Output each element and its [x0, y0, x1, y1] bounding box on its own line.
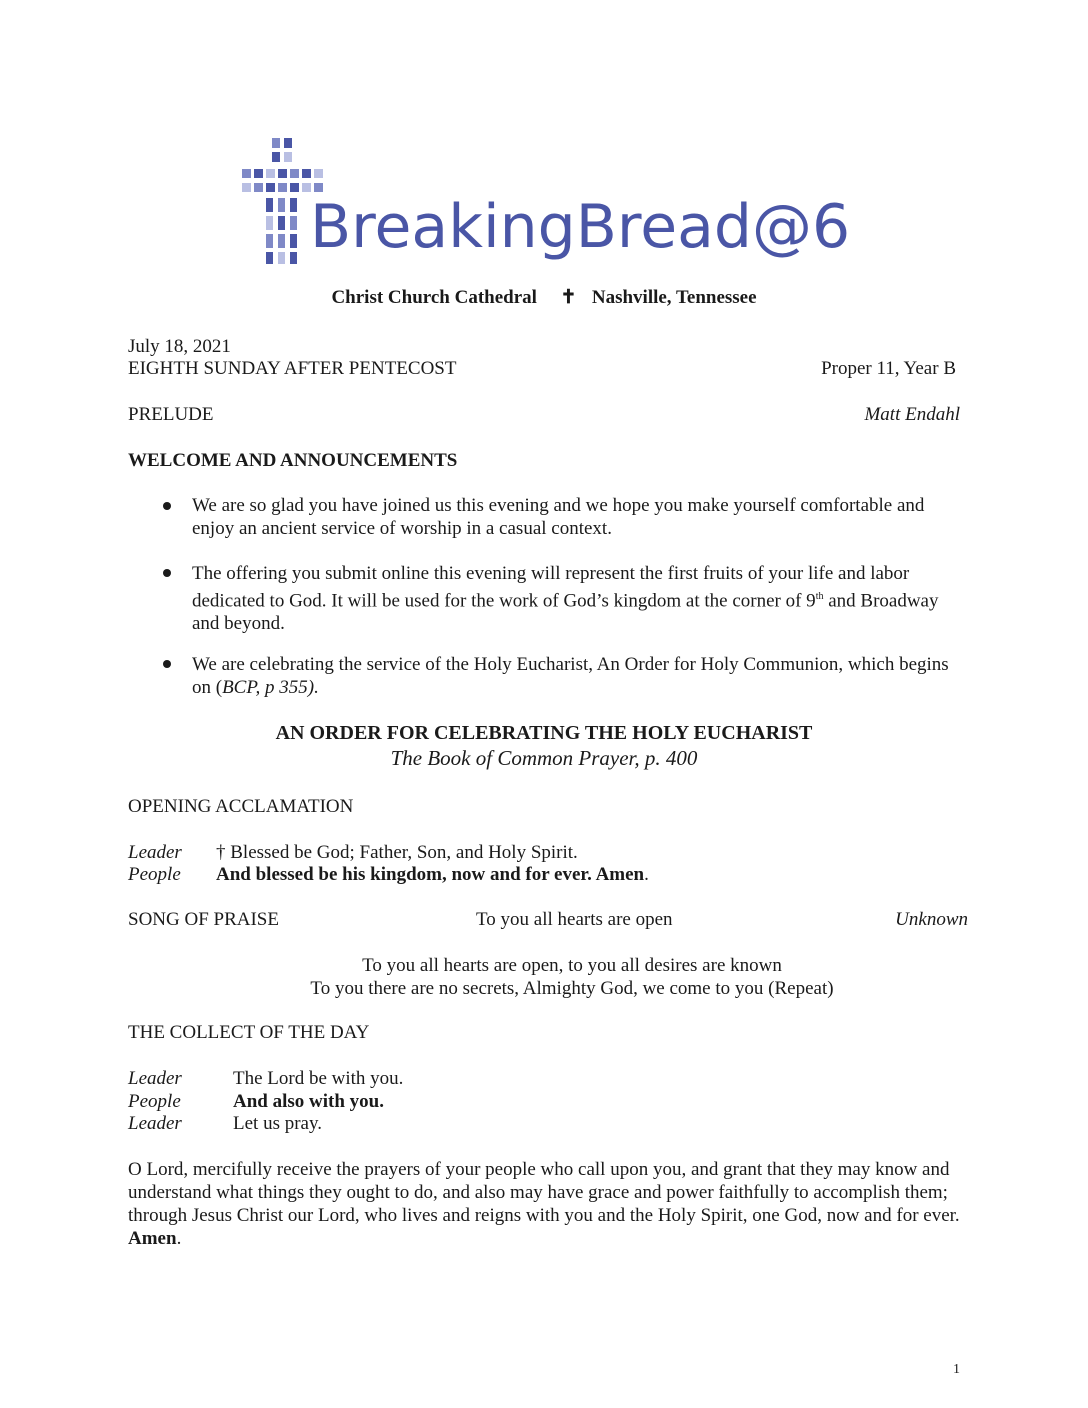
collect-role-1: Leader [128, 1068, 182, 1089]
order-title: AN ORDER FOR CELEBRATING THE HOLY EUCHARIST [275, 722, 813, 744]
service-date: July 18, 2021 [128, 336, 231, 357]
order-subtitle: The Book of Common Prayer, p. 400 [390, 746, 698, 770]
welcome-bullet-2: The offering you submit online this evening will represent the first fruits of your life and labor dedicated to God. It will be used for the work of God’s kingdom at the corner of 9th and Broadway and beyond. [192, 563, 939, 635]
collect-prayer: O Lord, mercifully receive the prayers of your people who call upon you, and grant that they may know and understand what things they ought to do, and also may have grace and power faithfully to accomplish them; through Jesus Christ our Lord, who lives and reigns with you and the Holy Spirit, one God, now and for ever. Amen. [128, 1159, 960, 1249]
song-label: SONG OF PRAISE [128, 909, 279, 930]
page-number: 1 [953, 1362, 960, 1377]
song-title: To you all hearts are open [476, 909, 673, 930]
cross-icon: ✝ [560, 287, 577, 308]
prelude-performer: Matt Endahl [864, 404, 960, 425]
church-name: Christ Church Cathedral [331, 287, 537, 308]
collect-text-2: And also with you. [233, 1091, 384, 1112]
bullet-dot [163, 502, 171, 510]
bullet-dot [163, 660, 171, 668]
service-proper: Proper 11, Year B [821, 358, 956, 379]
welcome-bullet-3: We are celebrating the service of the Holy Eucharist, An Order for Holy Communion, which begins on (BCP, p 355). [192, 654, 949, 698]
song-composer: Unknown [895, 909, 968, 930]
welcome-heading: WELCOME AND ANNOUNCEMENTS [128, 450, 458, 471]
service-occasion: EIGHTH SUNDAY AFTER PENTECOST [128, 358, 457, 379]
collect-role-2: People [128, 1091, 181, 1112]
location: Nashville, Tennessee [591, 287, 757, 308]
song-lyric-2: To you there are no secrets, Almighty God, we come to you (Repeat) [310, 978, 834, 999]
acclamation-heading: OPENING ACCLAMATION [128, 796, 354, 817]
logo [238, 136, 878, 276]
acclamation-role-2: People [128, 864, 181, 885]
collect-text-3: Let us pray. [233, 1113, 322, 1134]
welcome-bullet-1: We are so glad you have joined us this evening and we hope you make yourself comfortable and enjoy an ancient service of worship in a casual context. [192, 495, 925, 539]
acclamation-text-2: And blessed be his kingdom, now and for ever. Amen. [216, 864, 649, 885]
collect-role-3: Leader [128, 1113, 182, 1134]
acclamation-text-1: † Blessed be God; Father, Son, and Holy Spirit. [216, 842, 578, 863]
collect-heading: THE COLLECT OF THE DAY [128, 1022, 370, 1043]
collect-text-1: The Lord be with you. [233, 1068, 404, 1089]
song-lyric-1: To you all hearts are open, to you all desires are known [362, 955, 782, 976]
bullet-dot [163, 569, 171, 577]
header-line [0, 286, 1088, 309]
prelude-label: PRELUDE [128, 404, 214, 425]
acclamation-role-1: Leader [128, 842, 182, 863]
logo-wordmark: BreakingBread@6 [310, 192, 851, 262]
